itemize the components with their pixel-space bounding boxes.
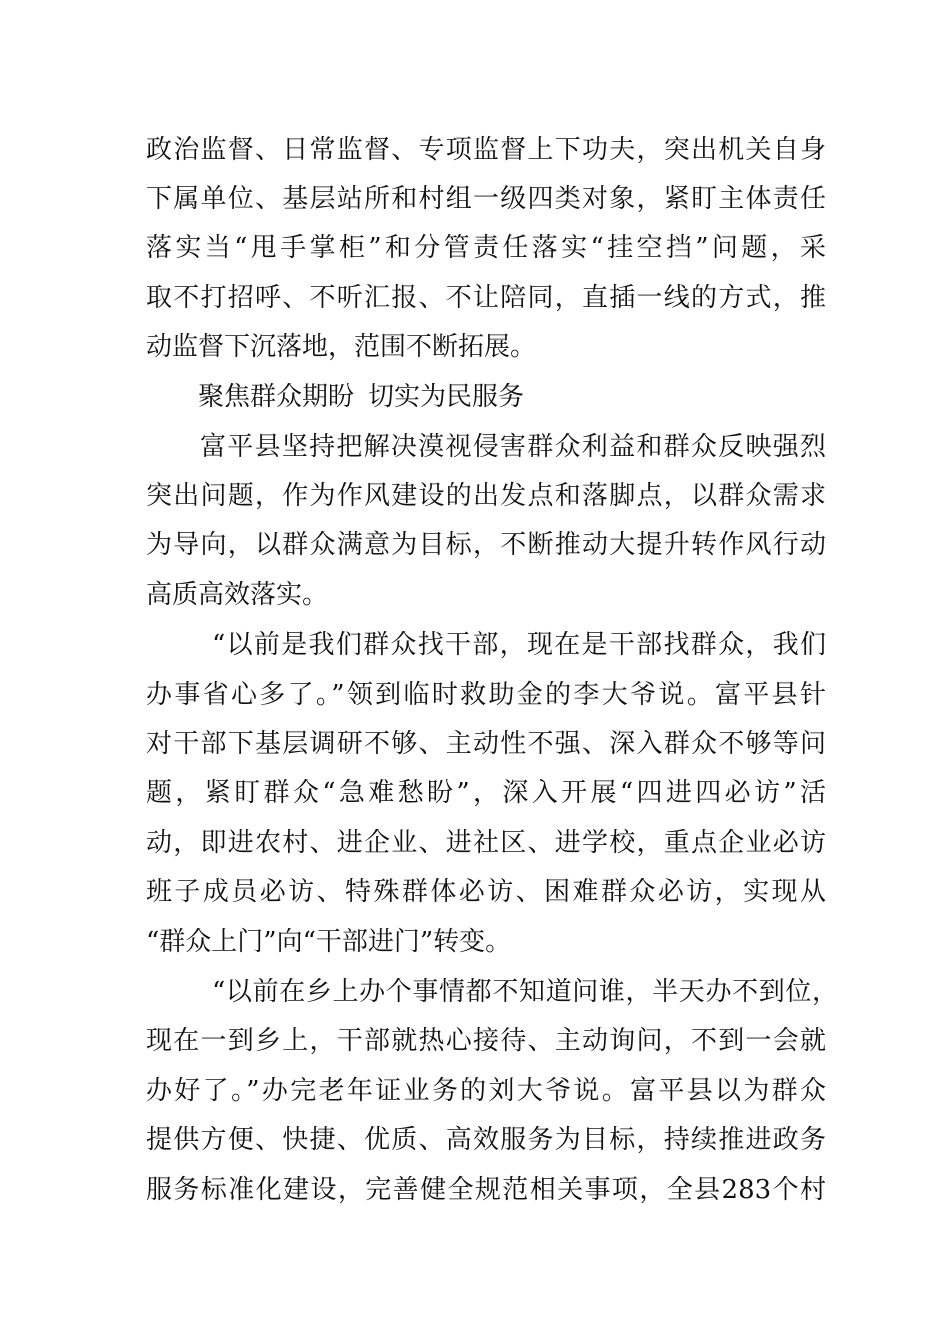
paragraph-line: 服务标准化建设，完善健全规范相关事项，全县283个村 — [146, 1175, 826, 1205]
paragraph-line: 班子成员必访、特殊群体必访、困难群众必访，实现从 — [146, 877, 826, 907]
paragraph-line: 提供方便、快捷、优质、高效服务为目标，持续推进政务 — [146, 1125, 826, 1155]
paragraph-line: 为导向，以群众满意为目标，不断推动大提升转作风行动 — [146, 530, 826, 560]
paragraph-line: 题，紧盯群众“急难愁盼”，深入开展“四进四必访”活 — [146, 778, 826, 808]
paragraph-line: 突出问题，作为作风建设的出发点和落脚点，以群众需求 — [146, 481, 826, 511]
paragraph-line: 动，即进农村、进企业、进社区、进学校，重点企业必访 — [146, 828, 826, 858]
paragraph-line: 动监督下沉落地，范围不断拓展。 — [146, 332, 537, 362]
paragraph-line: 办好了。”办完老年证业务的刘大爷说。富平县以为群众 — [146, 1076, 826, 1106]
paragraph-line: 下属单位、基层站所和村组一级四类对象，紧盯主体责任 — [146, 184, 826, 214]
heading-part-2: 切实为民服务 — [368, 382, 525, 412]
paragraph-line: 落实当“甩手掌柜”和分管责任落实“挂空挡”问题，采 — [146, 233, 826, 263]
paragraph-line: 办事省心多了。”领到临时救助金的李大爷说。富平县针 — [146, 680, 826, 710]
section-heading — [198, 377, 524, 417]
paragraph-line: 取不打招呼、不听汇报、不让陪同，直插一线的方式，推 — [146, 283, 826, 313]
paragraph-line: 政治监督、日常监督、专项监督上下功夫，突出机关自身 — [146, 135, 826, 165]
heading-part-1: 聚焦群众期盼 — [198, 382, 355, 412]
paragraph-line: 对干部下基层调研不够、主动性不强、深入群众不够等问 — [146, 729, 826, 759]
paragraph-line: “以前在乡上办个事情都不知道问谁，半天办不到位， — [212, 977, 838, 1007]
paragraph-line: 高质高效落实。 — [146, 580, 329, 610]
paragraph-line: “群众上门”向“干部进门”转变。 — [146, 927, 512, 957]
paragraph-line: “以前是我们群众找干部，现在是干部找群众，我们 — [212, 630, 826, 660]
paragraph-line: 现在一到乡上，干部就热心接待、主动询问，不到一会就 — [146, 1026, 826, 1056]
paragraph-line: 富平县坚持把解决漠视侵害群众利益和群众反映强烈 — [200, 432, 826, 462]
